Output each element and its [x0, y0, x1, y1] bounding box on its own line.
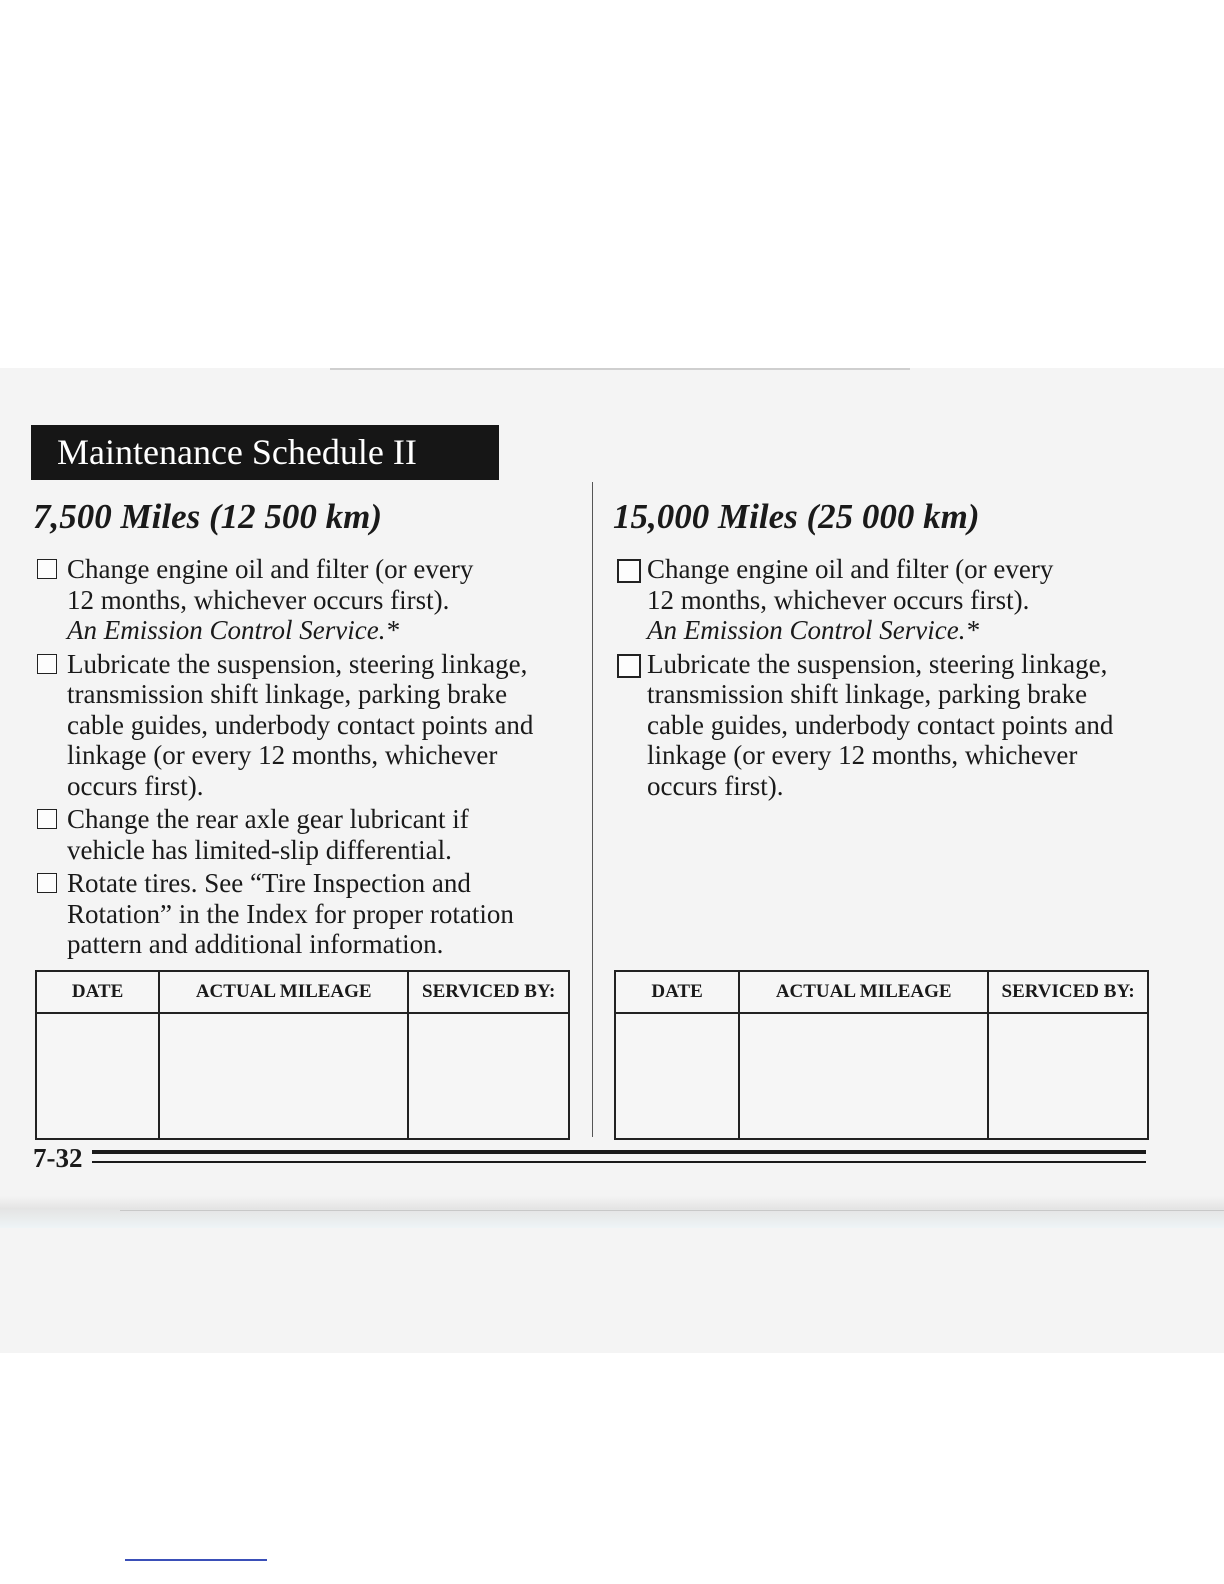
section-title-banner: [31, 425, 499, 480]
item-text-line: cable guides, underbody contact points and: [67, 709, 534, 740]
item-text-line: linkage (or every 12 months, whichever: [67, 740, 498, 770]
emission-note: An Emission Control Service.*: [647, 615, 979, 645]
item-text-line: 12 months, whichever occurs first).: [647, 584, 1030, 615]
item-text-line: vehicle has limited-slip differential.: [67, 834, 452, 865]
footer-rule-thin: [92, 1161, 1146, 1163]
scan-bottom-edge: [0, 1196, 1224, 1228]
serviced-by-header: SERVICED BY:: [408, 971, 569, 1013]
date-cell[interactable]: [615, 1013, 739, 1139]
item-text-line: transmission shift linkage, parking brake: [647, 679, 1088, 709]
right-mileage-heading: 15,000 Miles (25 000 km): [613, 497, 980, 536]
checkbox-icon[interactable]: [617, 654, 641, 678]
date-header: DATE: [615, 971, 739, 1013]
serviced-by-header: SERVICED BY:: [988, 971, 1148, 1013]
item-text-line: pattern and additional information.: [67, 929, 444, 959]
footer-link-underline: [125, 1559, 267, 1561]
checkbox-icon[interactable]: [37, 654, 57, 674]
item-text-line: Rotation” in the Index for proper rotation: [67, 898, 514, 929]
date-header: DATE: [36, 971, 159, 1013]
left-service-log-table: [35, 970, 570, 1140]
checklist-item: [613, 554, 1158, 646]
item-text-line: Lubricate the suspension, steering linkage,: [67, 648, 528, 679]
actual-mileage-cell[interactable]: [159, 1013, 408, 1139]
scan-bottom-line: [120, 1210, 1224, 1211]
item-text-line: occurs first).: [67, 770, 204, 801]
item-text-line: transmission shift linkage, parking brake: [67, 679, 508, 709]
item-text-line: linkage (or every 12 months, whichever: [647, 740, 1078, 770]
actual-mileage-cell[interactable]: [739, 1013, 988, 1139]
section-title: Maintenance Schedule II: [57, 432, 417, 472]
serviced-by-cell[interactable]: [988, 1013, 1148, 1139]
date-cell[interactable]: [36, 1013, 159, 1139]
checkbox-icon[interactable]: [37, 559, 57, 579]
checkbox-icon[interactable]: [617, 559, 641, 583]
scan-top-edge: [330, 368, 910, 370]
serviced-by-cell[interactable]: [408, 1013, 569, 1139]
item-text-line: Rotate tires. See “Tire Inspection and: [67, 868, 471, 898]
actual-mileage-header: ACTUAL MILEAGE: [739, 971, 988, 1013]
item-text-line: Lubricate the suspension, steering linkage,: [647, 648, 1108, 679]
checklist-item: [33, 554, 578, 646]
column-divider: [592, 482, 593, 1137]
checklist-item: [613, 649, 1158, 802]
checkbox-icon[interactable]: [37, 873, 57, 893]
checkbox-icon[interactable]: [37, 809, 57, 829]
item-text-line: Change engine oil and filter (or every: [67, 554, 474, 584]
page-number: 7-32: [33, 1143, 83, 1173]
right-column: [613, 492, 1158, 804]
checklist-item: [33, 804, 578, 865]
item-text-line: Change the rear axle gear lubricant if: [67, 804, 469, 834]
item-text-line: Change engine oil and filter (or every: [647, 554, 1054, 584]
actual-mileage-header: ACTUAL MILEAGE: [159, 971, 408, 1013]
left-column: [33, 492, 578, 963]
left-mileage-heading: 7,500 Miles (12 500 km): [33, 497, 383, 536]
emission-note: An Emission Control Service.*: [67, 615, 399, 645]
item-text-line: cable guides, underbody contact points and: [647, 709, 1114, 740]
item-text-line: occurs first).: [647, 770, 784, 801]
footer-rule-thick: [92, 1150, 1146, 1154]
right-service-log-table: [614, 970, 1149, 1140]
checklist-item: [33, 649, 578, 802]
item-text-line: 12 months, whichever occurs first).: [67, 584, 450, 615]
checklist-item: [33, 868, 578, 960]
